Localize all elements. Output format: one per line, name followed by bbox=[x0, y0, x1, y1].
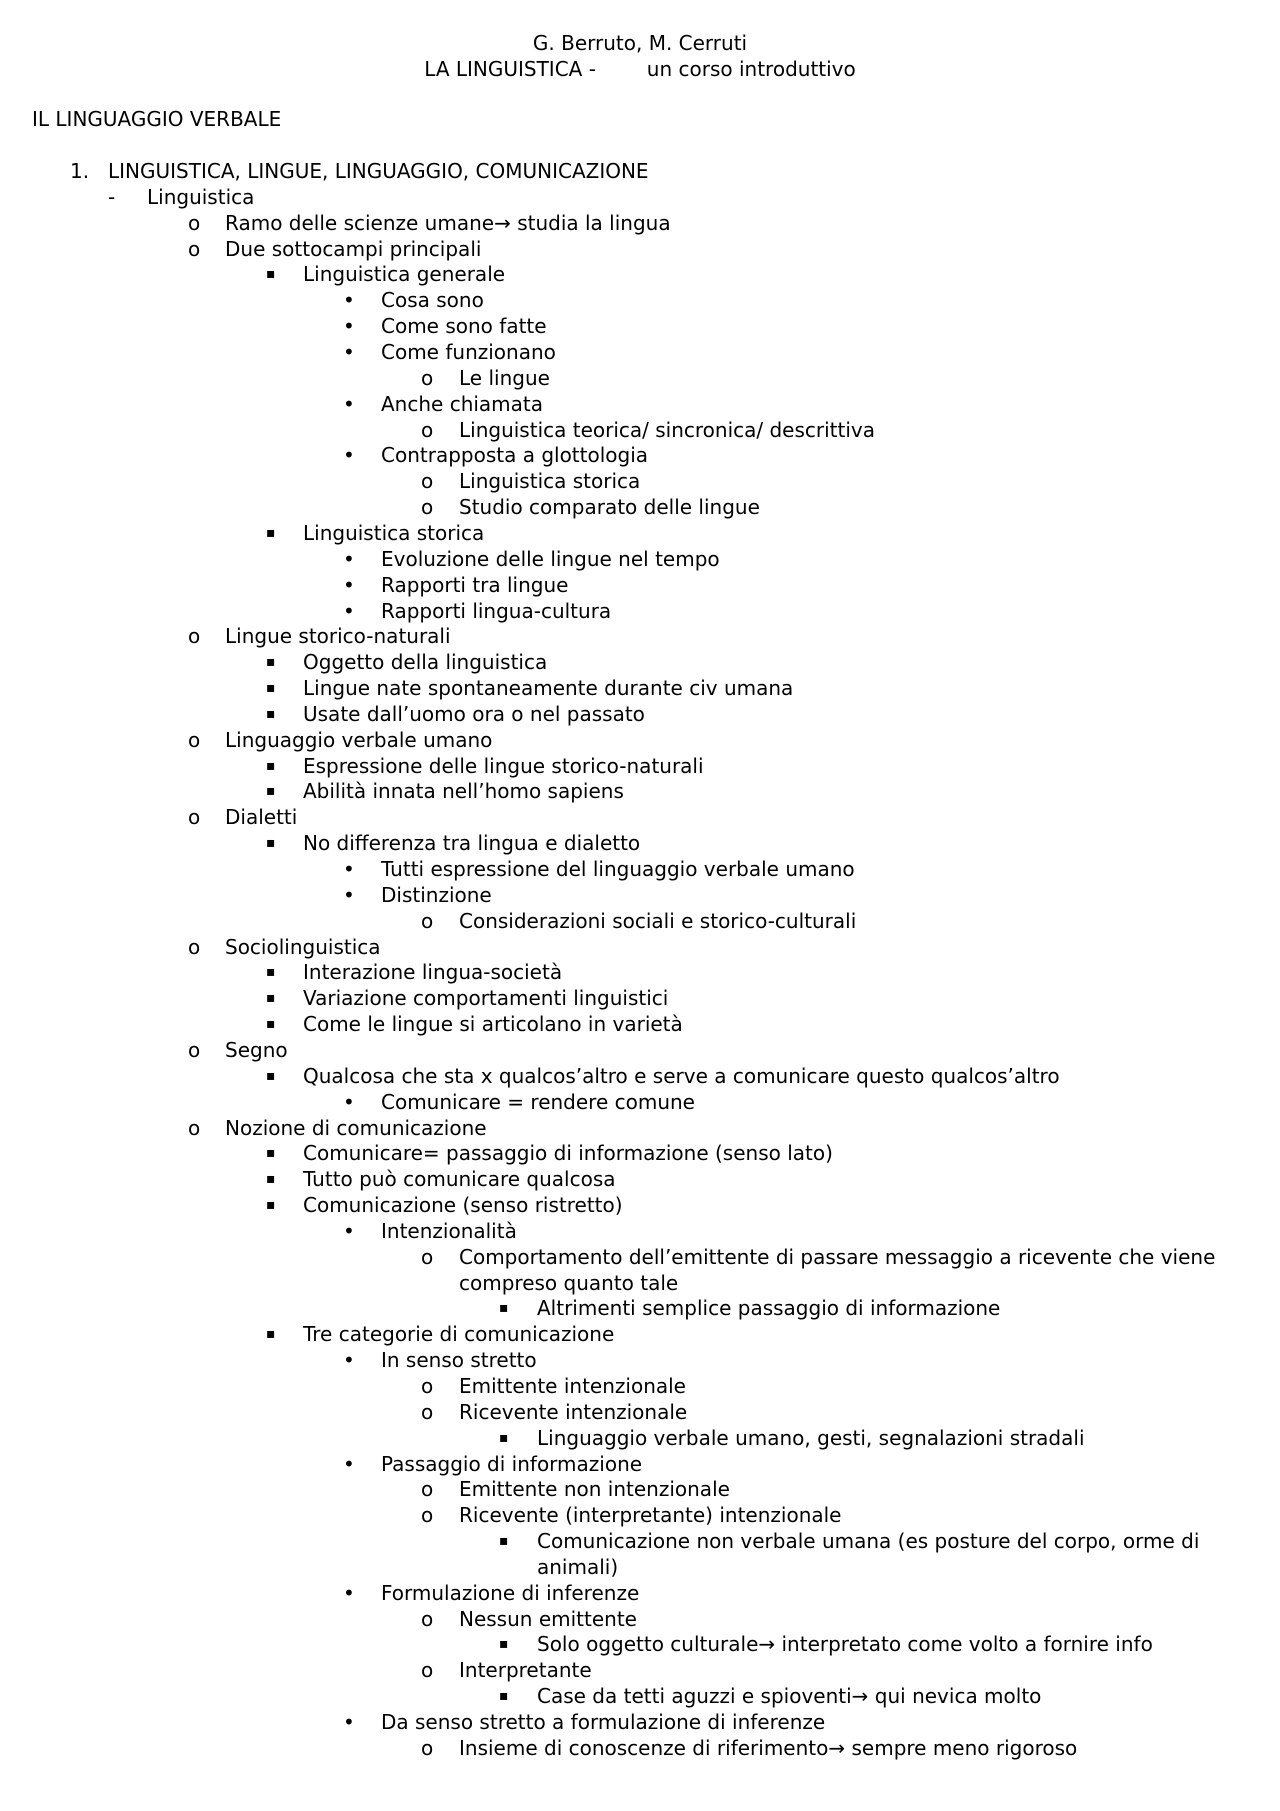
outline-item bbox=[0, 184, 1280, 210]
outline-item bbox=[0, 339, 1280, 365]
outline-item bbox=[0, 908, 1280, 934]
circle-marker: o bbox=[188, 236, 201, 261]
header-authors: G. Berruto, M. Cerruti bbox=[532, 31, 748, 55]
outline-item-text: Ramo delle scienze umane→ studia la lingua bbox=[225, 210, 671, 235]
bullet-icon: • bbox=[343, 857, 355, 881]
bullet-icon: • bbox=[343, 288, 355, 313]
bullet-icon: • bbox=[343, 1218, 355, 1243]
outline-item-text: Linguaggio verbale umano, gesti, segnalazioni stradali bbox=[537, 1425, 1085, 1450]
outline-item-text: Ricevente intenzionale bbox=[459, 1399, 688, 1424]
outline-item bbox=[0, 778, 1280, 804]
circle-marker: o bbox=[188, 934, 201, 959]
outline-item-text: Contrapposta a glottologia bbox=[381, 443, 649, 468]
square-bullet-icon: ▪ bbox=[499, 1300, 509, 1317]
outline-item-text: Emittente non intenzionale bbox=[459, 1477, 730, 1502]
outline-item-text: Anche chiamata bbox=[381, 391, 544, 416]
outline-item bbox=[0, 1735, 1280, 1761]
outline-item bbox=[0, 417, 1280, 443]
outline-item-text: Solo oggetto culturale→ interpretato come volto a fornire info bbox=[537, 1632, 1153, 1657]
square-bullet-icon: ▪ bbox=[499, 1533, 509, 1549]
outline-item-text: In senso stretto bbox=[381, 1348, 537, 1373]
outline-item-text: Studio comparato delle lingue bbox=[459, 495, 760, 520]
outline-item-text: Evoluzione delle lingue nel tempo bbox=[381, 546, 720, 571]
outline-item-text: Linguistica teorica/ sincronica/ descrittiva bbox=[459, 417, 876, 442]
outline-item-text: Usate dall’uomo ora o nel passato bbox=[303, 701, 645, 726]
square-bullet-icon: ▪ bbox=[499, 1429, 509, 1446]
square-bullet-icon: ▪ bbox=[499, 1636, 509, 1653]
square-bullet-icon: ▪ bbox=[266, 1326, 276, 1343]
outline-item-text: Due sottocampi principali bbox=[225, 236, 482, 261]
outline-item-text: Nessun emittente bbox=[459, 1606, 637, 1631]
outline-item bbox=[0, 1218, 1280, 1244]
square-bullet-icon: ▪ bbox=[266, 705, 276, 722]
outline-item bbox=[0, 1631, 1280, 1657]
outline-item bbox=[0, 1425, 1280, 1451]
circle-marker: o bbox=[188, 727, 201, 752]
outline-item bbox=[0, 1606, 1280, 1632]
outline-item-text: Comunicare= passaggio di informazione (senso lato) bbox=[303, 1141, 833, 1166]
outline-item bbox=[0, 1683, 1280, 1709]
outline-item bbox=[0, 158, 1280, 184]
circle-marker: o bbox=[188, 805, 201, 830]
outline-item bbox=[0, 675, 1280, 701]
outline-item bbox=[0, 623, 1280, 649]
outline-item bbox=[0, 856, 1280, 882]
outline-item bbox=[0, 1476, 1280, 1502]
outline-item bbox=[0, 261, 1280, 287]
outline-item-text: Rapporti tra lingue bbox=[381, 572, 569, 597]
outline-item bbox=[0, 572, 1280, 598]
outline-item bbox=[0, 210, 1280, 236]
outline-item-text: Abilità innata nell’homo sapiens bbox=[303, 779, 624, 804]
bullet-icon: • bbox=[343, 1348, 355, 1373]
outline-item bbox=[0, 701, 1280, 727]
bullet-icon: • bbox=[343, 1580, 355, 1605]
outline-item bbox=[0, 598, 1280, 624]
outline-item-text: Nozione di comunicazione bbox=[225, 1115, 487, 1140]
circle-marker: o bbox=[421, 365, 434, 390]
outline-item bbox=[0, 1709, 1280, 1735]
outline-item bbox=[0, 1580, 1280, 1606]
outline-item-text: Qualcosa che sta x qualcos’altro e serve a comunicare questo qualcos’altro bbox=[303, 1063, 1060, 1088]
outline-item-text: Come sono fatte bbox=[381, 314, 547, 339]
outline-item-text: Linguistica storica bbox=[303, 520, 485, 545]
square-bullet-icon: ▪ bbox=[266, 654, 276, 671]
header-title-part2: un corso introduttivo bbox=[646, 57, 856, 81]
circle-marker: o bbox=[188, 210, 201, 235]
outline-item bbox=[0, 804, 1280, 830]
outline-item-text: Emittente intenzionale bbox=[459, 1373, 686, 1398]
outline-item bbox=[0, 494, 1280, 520]
circle-marker: o bbox=[421, 417, 434, 442]
header-title-part1: LA LINGUISTICA - bbox=[424, 57, 596, 81]
outline-item bbox=[0, 468, 1280, 494]
outline-item-text: Passaggio di informazione bbox=[381, 1451, 643, 1476]
outline-item-text: Oggetto della linguistica bbox=[303, 650, 548, 675]
outline-item-text: Formulazione di inferenze bbox=[381, 1580, 640, 1605]
outline-item bbox=[0, 882, 1280, 908]
outline-item-text: Linguaggio verbale umano bbox=[225, 727, 493, 752]
circle-marker: o bbox=[421, 1373, 434, 1398]
outline-item bbox=[0, 934, 1280, 960]
outline-item-text: Comunicare = rendere comune bbox=[381, 1089, 695, 1114]
outline-item bbox=[0, 959, 1280, 985]
bullet-icon: • bbox=[343, 314, 355, 339]
bullet-icon: • bbox=[343, 572, 355, 597]
square-bullet-icon: ▪ bbox=[266, 1145, 276, 1162]
outline-item bbox=[0, 1373, 1280, 1399]
outline-item-text: Linguistica generale bbox=[303, 262, 506, 287]
outline-item-text: Come funzionano bbox=[381, 340, 556, 364]
bullet-icon: • bbox=[343, 1451, 355, 1476]
outline-item bbox=[0, 1037, 1280, 1063]
outline-item bbox=[0, 830, 1280, 856]
outline-item-text: Come le lingue si articolano in varietà bbox=[303, 1012, 683, 1037]
circle-marker: o bbox=[188, 624, 201, 649]
bullet-icon: • bbox=[343, 546, 355, 571]
outline-item bbox=[0, 1451, 1280, 1477]
outline-item-text: Comunicazione (senso ristretto) bbox=[303, 1193, 623, 1217]
outline-item-text: Considerazioni sociali e storico-culturali bbox=[459, 908, 857, 933]
outline-item bbox=[0, 1192, 1280, 1218]
outline-item-text: Lingue storico-naturali bbox=[225, 624, 451, 649]
outline-item-text: Dialetti bbox=[225, 805, 298, 830]
outline-item-text: Comunicazione non verbale umana (es posture del corpo, orme di animali) bbox=[537, 1529, 1200, 1579]
outline-item bbox=[0, 1140, 1280, 1166]
circle-marker: o bbox=[421, 1399, 434, 1424]
outline-item-text: Ricevente (interpretante) intenzionale bbox=[459, 1503, 842, 1528]
outline-item-text: Rapporti lingua-cultura bbox=[381, 598, 612, 623]
outline-item-text: Segno bbox=[225, 1037, 288, 1062]
circle-marker: o bbox=[421, 1658, 434, 1683]
section-title: IL LINGUAGGIO VERBALE bbox=[32, 107, 282, 131]
outline-item bbox=[0, 1011, 1280, 1037]
square-bullet-icon: ▪ bbox=[266, 1067, 276, 1084]
outline-item bbox=[0, 1399, 1280, 1425]
square-bullet-icon: ▪ bbox=[499, 1688, 509, 1705]
square-bullet-icon: ▪ bbox=[266, 1171, 276, 1188]
square-bullet-icon: ▪ bbox=[266, 990, 276, 1007]
bullet-icon: • bbox=[343, 882, 355, 907]
square-bullet-icon: ▪ bbox=[266, 757, 276, 774]
square-bullet-icon: ▪ bbox=[266, 1016, 276, 1033]
outline-item bbox=[0, 546, 1280, 572]
outline-item-text: Interpretante bbox=[459, 1658, 592, 1683]
circle-marker: o bbox=[421, 1606, 434, 1631]
outline-item bbox=[0, 753, 1280, 779]
outline-item bbox=[0, 391, 1280, 417]
outline-item bbox=[0, 985, 1280, 1011]
outline-item-text: LINGUISTICA, LINGUE, LINGUAGGIO, COMUNICAZIONE bbox=[108, 159, 649, 183]
outline-item-text: Intenzionalità bbox=[381, 1218, 517, 1243]
outline-item bbox=[0, 365, 1280, 391]
outline-item-text: Tutto può comunicare qualcosa bbox=[303, 1167, 616, 1192]
outline-item bbox=[0, 1321, 1280, 1347]
bullet-icon: • bbox=[343, 340, 355, 364]
outline-item-text: No differenza tra lingua e dialetto bbox=[303, 831, 641, 856]
square-bullet-icon: ▪ bbox=[266, 783, 276, 800]
outline-item-text: Cosa sono bbox=[381, 288, 484, 313]
square-bullet-icon: ▪ bbox=[266, 964, 276, 981]
outline-item-text: Le lingue bbox=[459, 365, 550, 390]
outline-item bbox=[0, 1502, 1280, 1528]
outline-item-text: Case da tetti aguzzi e spioventi→ qui nevica molto bbox=[537, 1684, 1042, 1709]
circle-marker: o bbox=[421, 1477, 434, 1502]
bullet-icon: • bbox=[343, 598, 355, 623]
outline-item-text: Comportamento dell’emittente di passare messaggio a ricevente che viene compreso quanto tale bbox=[459, 1244, 1216, 1295]
bullet-icon: • bbox=[343, 1710, 355, 1734]
outline-item bbox=[0, 1166, 1280, 1192]
outline-item-text: Da senso stretto a formulazione di inferenze bbox=[381, 1710, 826, 1734]
outline-item bbox=[0, 520, 1280, 546]
circle-marker: o bbox=[421, 1735, 434, 1760]
outline-item-text: Tre categorie di comunicazione bbox=[303, 1322, 615, 1347]
square-bullet-icon: ▪ bbox=[266, 266, 276, 283]
outline-item-text: Distinzione bbox=[381, 882, 492, 907]
outline-item bbox=[0, 727, 1280, 753]
circle-marker: o bbox=[421, 495, 434, 520]
outline-item bbox=[0, 1657, 1280, 1683]
circle-marker: o bbox=[421, 469, 434, 494]
outline-item-text: Lingue nate spontaneamente durante civ umana bbox=[303, 676, 794, 700]
square-bullet-icon: ▪ bbox=[266, 1197, 276, 1213]
circle-marker: o bbox=[421, 908, 434, 933]
bullet-icon: • bbox=[343, 443, 355, 468]
outline-item-text: Tutti espressione del linguaggio verbale umano bbox=[381, 857, 855, 881]
outline-item bbox=[0, 287, 1280, 313]
circle-marker: o bbox=[421, 1503, 434, 1528]
outline-item-text: Insieme di conoscenze di riferimento→ sempre meno rigoroso bbox=[459, 1735, 1078, 1760]
outline-item bbox=[0, 1347, 1280, 1373]
bullet-icon: • bbox=[343, 1089, 355, 1114]
outline-item-text: Linguistica storica bbox=[459, 469, 641, 494]
circle-marker: o bbox=[188, 1037, 201, 1062]
circle-marker: o bbox=[188, 1115, 201, 1140]
square-bullet-icon: ▪ bbox=[266, 524, 276, 541]
number-marker: 1. bbox=[70, 159, 90, 183]
outline-item bbox=[0, 1063, 1280, 1089]
outline-item bbox=[0, 1089, 1280, 1115]
outline-item-text: Espressione delle lingue storico-naturali bbox=[303, 753, 704, 778]
dash-marker: - bbox=[108, 184, 116, 209]
square-bullet-icon: ▪ bbox=[266, 835, 276, 852]
circle-marker: o bbox=[421, 1244, 434, 1269]
outline-item-text: Interazione lingua-società bbox=[303, 960, 563, 985]
outline-item bbox=[0, 649, 1280, 675]
header-title bbox=[0, 56, 1280, 82]
square-bullet-icon: ▪ bbox=[266, 680, 276, 696]
outline-item-text: Sociolinguistica bbox=[225, 934, 381, 959]
outline-item-text: Linguistica bbox=[147, 184, 255, 209]
outline-item bbox=[0, 1295, 1280, 1321]
outline-item bbox=[0, 442, 1280, 468]
bullet-icon: • bbox=[343, 391, 355, 416]
outline-item bbox=[0, 1115, 1280, 1141]
outline-item-text: Altrimenti semplice passaggio di informazione bbox=[537, 1296, 1001, 1321]
outline-item bbox=[0, 236, 1280, 262]
outline-item bbox=[0, 313, 1280, 339]
outline-item-text: Variazione comportamenti linguistici bbox=[303, 986, 669, 1011]
